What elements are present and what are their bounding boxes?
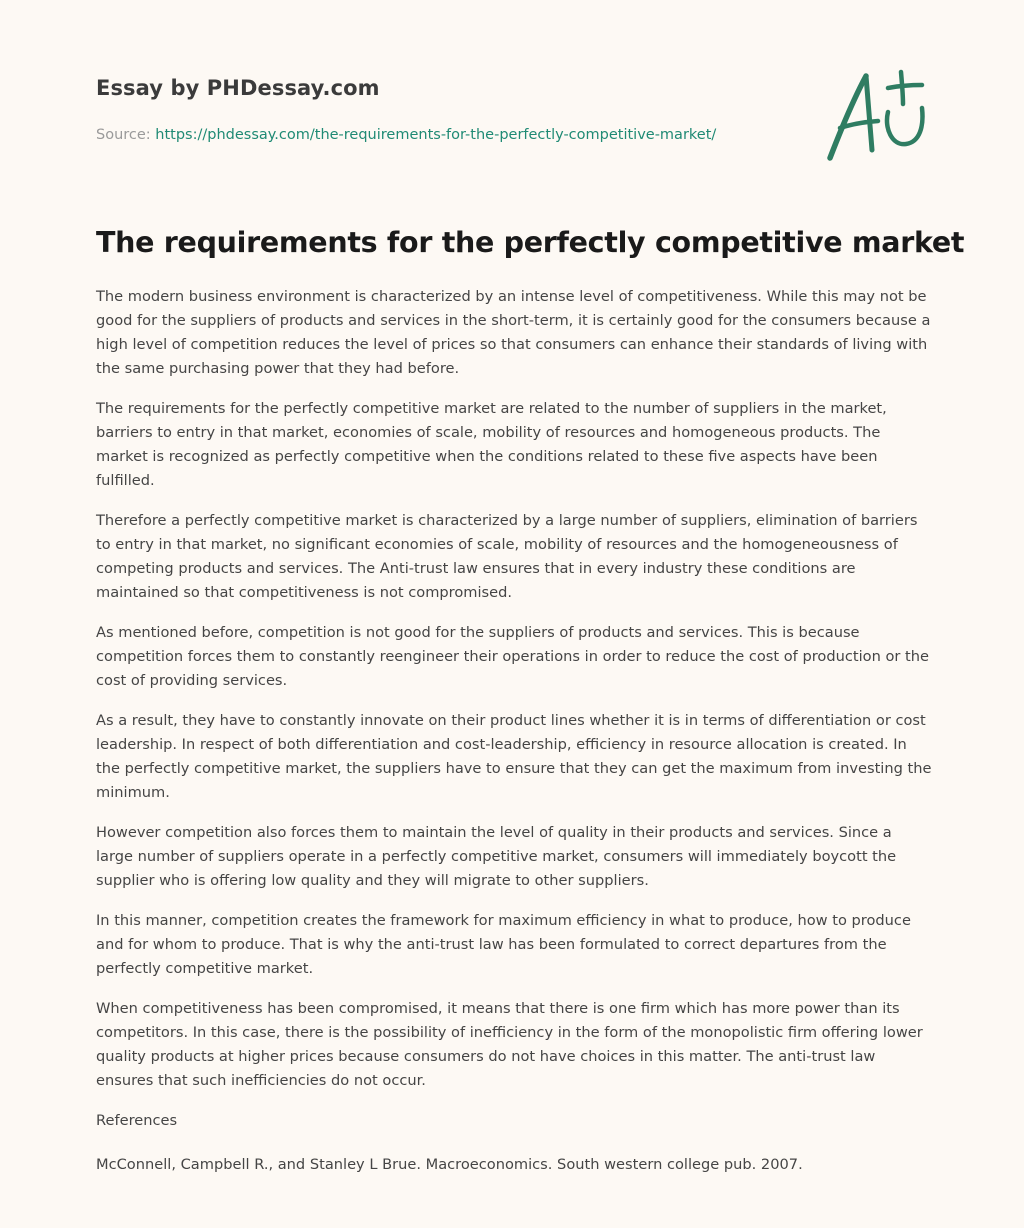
essay-paragraph: As a result, they have to constantly innovate on their product lines whether it is in terms of differentiation or cost leadership. In respect of both differentiation and cost-leadership, efficiency in resource allocation is created. In the perfectly competitive market, the suppliers have to ensure that they can get the maximum from investing the minimum. bbox=[96, 712, 932, 801]
reference-item: McConnell, Campbell R., and Stanley L Brue. Macroeconomics. South western college pub. 2007. bbox=[96, 1156, 803, 1173]
source-label: Source: bbox=[96, 127, 151, 143]
essay-paragraph: The requirements for the perfectly competitive market are related to the number of suppliers in the market, barriers to entry in that market, economies of scale, mobility of resources and homogeneous products. The market is recognized as perfectly competitive when the conditions related to these five aspects have been fulfilled. bbox=[96, 400, 887, 489]
source-line bbox=[96, 127, 796, 143]
essay-paragraph: However competition also forces them to maintain the level of quality in their products and services. Since a large number of suppliers operate in a perfectly competitive market, consumers will immediately boycott the supplier who is offering low quality and they will migrate to other suppliers. bbox=[96, 824, 897, 889]
essay-title: The requirements for the perfectly competitive market bbox=[96, 226, 965, 259]
page-header bbox=[96, 76, 796, 143]
essay-paragraph: The modern business environment is characterized by an intense level of competitiveness. While this may not be good for the suppliers of products and services in the short-term, it is certainly good for the consumers because a high level of competition reduces the level of prices so that consumers can enhance their standards of living with the same purchasing power that they had before. bbox=[96, 288, 931, 377]
source-link[interactable]: https://phdessay.com/the-requirements-for-the-perfectly-competitive-market/ bbox=[155, 127, 717, 143]
essay-body bbox=[96, 285, 932, 1193]
essay-paragraph: Therefore a perfectly competitive market is characterized by a large number of suppliers, elimination of barriers to entry in that market, no significant economies of scale, mobility of resources and the homogeneousness of competing products and services. The Anti-trust law ensures that in every industry these conditions are maintained so that competitiveness is not compromised. bbox=[96, 512, 918, 601]
essay-paragraph: As mentioned before, competition is not good for the suppliers of products and services. This is because competition forces them to constantly reengineer their operations in order to reduce the cost of production or the cost of providing services. bbox=[96, 624, 929, 689]
essay-paragraph: In this manner, competition creates the framework for maximum efficiency in what to produce, how to produce and for whom to produce. That is why the anti-trust law has been formulated to correct departures from the perfectly competitive market. bbox=[96, 912, 911, 977]
brand-title: Essay by PHDessay.com bbox=[96, 76, 380, 100]
essay-paragraph: When competitiveness has been compromised, it means that there is one firm which has more power than its competitors. In this case, there is the possibility of inefficiency in the form of the monopolistic firm offering lower quality products at higher prices because consumers do not have choices in this matter. The anti-trust law ensures that such inefficiencies do not occur. bbox=[96, 1000, 923, 1089]
a-plus-logo-icon bbox=[822, 66, 930, 166]
references-heading: References bbox=[96, 1112, 178, 1129]
